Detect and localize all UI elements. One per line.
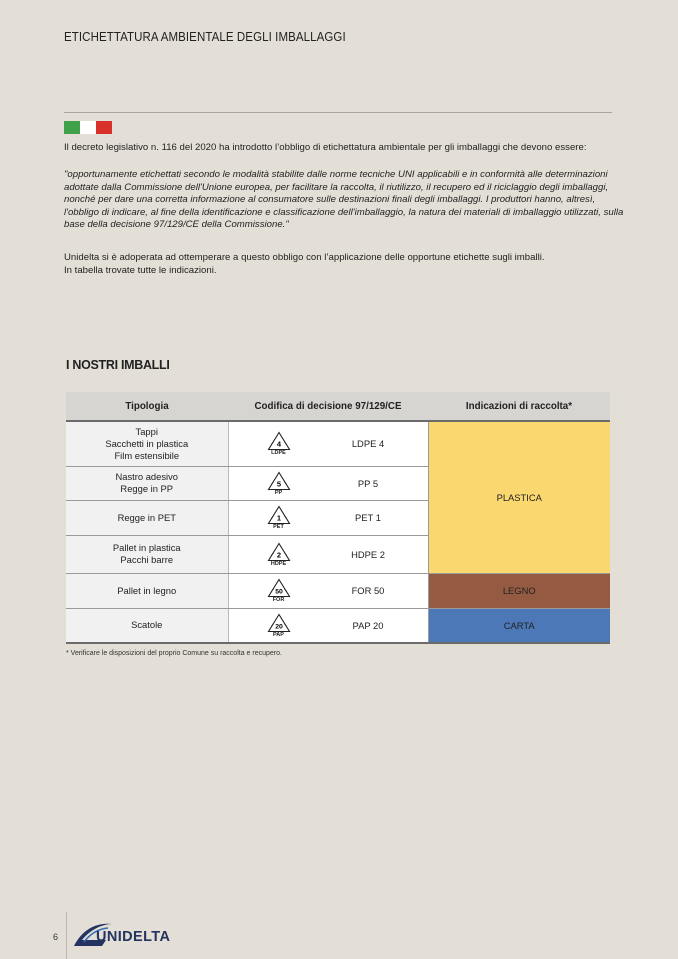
code-label: HDPE 2 <box>351 548 385 560</box>
recycling-number: 2 <box>276 550 281 559</box>
code-label: PAP 20 <box>352 619 384 631</box>
recycling-abbr: PAP <box>273 631 284 638</box>
code-label: PET 1 <box>355 512 381 523</box>
table-row <box>66 573 610 608</box>
codifica-cell <box>228 500 428 535</box>
tipologia-cell <box>66 535 228 573</box>
tipologia-line: Pacchi barre <box>120 554 174 565</box>
page-number: 6 <box>53 932 59 942</box>
tipologia-cell <box>66 466 228 500</box>
recycling-abbr: PP <box>274 489 283 496</box>
table-row <box>66 608 610 643</box>
table-row <box>66 421 610 466</box>
collection-cell-plastica: PLASTICA <box>428 421 610 573</box>
footer-divider <box>66 912 67 959</box>
tipologia-line: Pallet in plastica <box>112 542 181 553</box>
flag-green-stripe <box>64 121 80 134</box>
recycling-triangle-icon <box>265 542 293 567</box>
closing-paragraph <box>64 252 612 277</box>
page-header-title: ETICHETTATURA AMBIENTALE DEGLI IMBALLAGGI <box>64 30 346 44</box>
tipologia-cell <box>66 500 228 535</box>
tipologia-line: Tappi <box>135 425 158 437</box>
codifica-cell <box>228 466 428 500</box>
recycling-triangle-icon <box>265 613 293 638</box>
italian-flag-icon <box>64 121 112 134</box>
recycling-number: 1 <box>276 513 281 523</box>
collection-cell-legno: LEGNO <box>428 573 610 608</box>
code-label: FOR 50 <box>351 585 385 596</box>
intro-text: Il decreto legislativo n. 116 del 2020 ha introdotto l’obbligo di etichettatura ambientale per gli imballaggi che devono essere: <box>64 142 587 153</box>
tipologia-cell <box>66 608 228 643</box>
closing-line-2: In tabella trovate tutte le indicazioni. <box>64 264 217 276</box>
recycling-triangle-icon <box>265 505 293 530</box>
recycling-number: 50 <box>274 588 283 596</box>
header-indicazioni: Indicazioni di raccolta* <box>428 392 610 421</box>
tipologia-line: Scatole <box>131 619 163 631</box>
closing-line-1: Unidelta si è adoperata ad ottemperare a questo obbligo con l’applicazione delle opportune etichette sugli imballi. <box>64 252 545 263</box>
recycling-abbr: PET <box>273 524 284 530</box>
flag-white-stripe <box>80 121 96 134</box>
header-divider <box>64 112 612 113</box>
recycling-number: 5 <box>276 479 281 488</box>
table-header-row <box>66 392 610 421</box>
recycling-abbr: HDPE <box>270 560 287 567</box>
recycling-number: 20 <box>274 623 283 631</box>
tipologia-line: Regge in PP <box>120 483 174 494</box>
table-footnote: * Verificare le disposizioni del proprio Comune su raccolta e recupero. <box>66 650 282 657</box>
codifica-cell <box>228 573 428 608</box>
tipologia-cell <box>66 573 228 608</box>
section-title: I NOSTRI IMBALLI <box>66 358 170 372</box>
decree-quote: "opportunamente etichettati secondo le modalità stabilite dalle norme tecniche UNI applicabili e in conformità alle determinazioni adottate dalla Commissione dell'Unione europea, per facilitare la raccolta, il riutilizzo, il recupero ed il riciclaggio degli imballaggi, nonché per dare una corretta informazione al consumatore sulle destinazioni finali degli imballaggi. I produttori hanno, altresì, l'obbligo di indicare, al fine della identificazione e classificazione dell'imballaggio, la natura dei materiali di imballaggio utilizzati, sulla base della decisione 97/129/CE della Commissione." <box>64 169 624 231</box>
header-tipologia: Tipologia <box>66 392 228 421</box>
collection-cell-carta: CARTA <box>428 608 610 643</box>
recycling-abbr: FOR <box>272 597 285 603</box>
tipologia-line: Sacchetti in plastica <box>105 437 189 449</box>
codifica-cell <box>228 608 428 643</box>
packaging-table <box>66 392 610 644</box>
code-label: LDPE 4 <box>351 438 385 450</box>
brand-name: UNIDELTA <box>96 929 171 945</box>
header-codifica: Codifica di decisione 97/129/CE <box>228 392 428 421</box>
tipologia-line: Film estensibile <box>114 449 180 461</box>
tipologia-line: Nastro adesivo <box>115 471 179 482</box>
intro-paragraph <box>64 142 612 155</box>
tipologia-cell <box>66 421 228 466</box>
recycling-abbr: LDPE <box>271 450 286 457</box>
tipologia-line: Pallet in legno <box>117 584 177 596</box>
recycling-triangle-icon <box>265 471 293 496</box>
tipologia-line: Regge in PET <box>117 511 176 523</box>
codifica-cell <box>228 535 428 573</box>
recycling-triangle-icon <box>265 431 293 456</box>
recycling-triangle-icon <box>265 578 293 603</box>
codifica-cell <box>228 421 428 466</box>
recycling-number: 4 <box>276 439 281 449</box>
flag-red-stripe <box>96 121 112 134</box>
code-label: PP 5 <box>357 477 379 489</box>
